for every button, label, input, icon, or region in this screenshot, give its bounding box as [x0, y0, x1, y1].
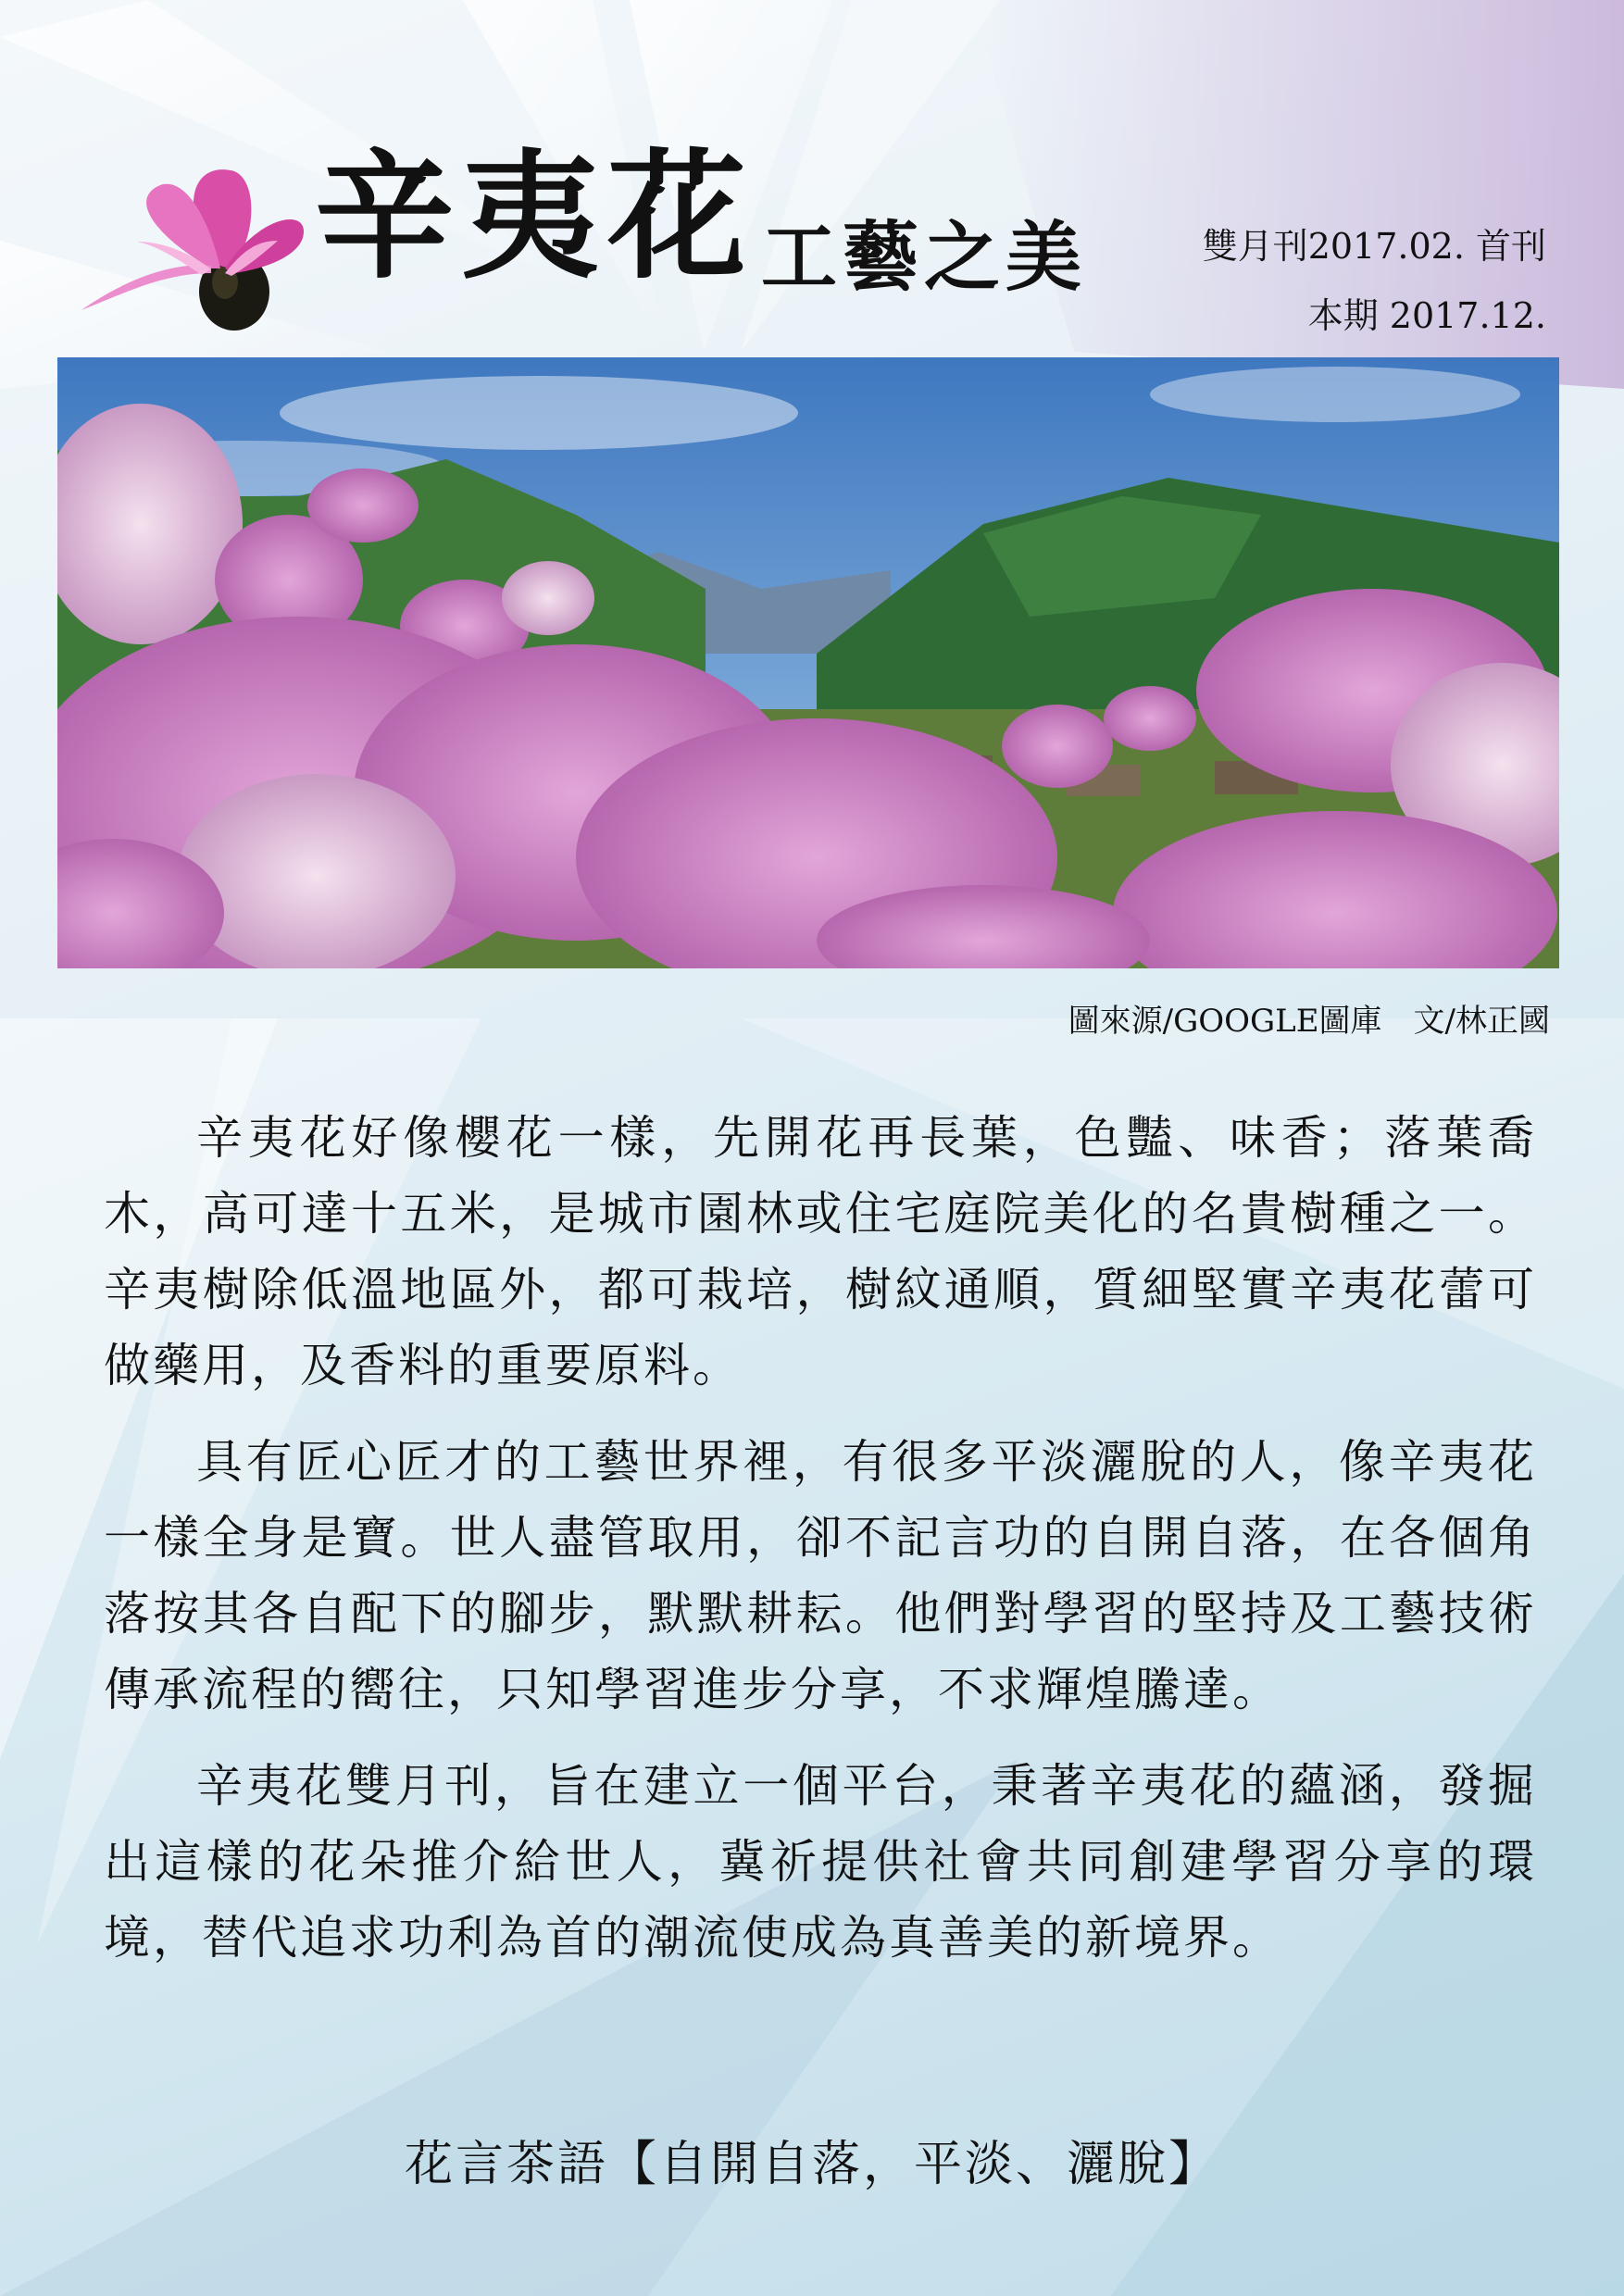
- magnolia-valley-photo: [57, 357, 1559, 968]
- article-paragraph: 辛夷花雙月刊，旨在建立一個平台，秉著辛夷花的蘊涵，發掘出這樣的花朵推介給世人，冀祈提供社會共同創建學習分享的環境，替代追求功利為首的潮流使成為真善美的新境界。: [104, 1759, 1537, 1965]
- issue-current: 本期 2017.12.: [1307, 295, 1546, 336]
- article-paragraph: 具有匠心匠才的工藝世界裡，有很多平淡灑脫的人，像辛夷花一樣全身是寶。世人盡管取用，卻不記言功的自開自落，在各個角落按其各自配下的腳步，默默耕耘。他們對學習的堅持及工藝技術傳承流程的嚮往，只知學習進步分享，不求輝煌騰達。: [104, 1435, 1537, 1716]
- image-credit: 圖來源/GOOGLE圖庫 文/林正國: [1068, 1003, 1550, 1040]
- issue-first: 雙月刊2017.02. 首刊: [1202, 226, 1546, 267]
- article-body: [104, 1100, 1537, 1996]
- article-paragraph: 辛夷花好像櫻花一樣，先開花再長葉，色豔、味香；落葉喬木，高可達十五米，是城市園林或住宅庭院美化的名貴樹種之一。辛夷樹除低溫地區外，都可栽培，樹紋通順，質細堅實辛夷花蕾可做藥用，及香料的重要原料。: [104, 1111, 1537, 1392]
- magnolia-flower-icon: [72, 153, 313, 338]
- masthead-title: 辛夷花: [315, 137, 755, 298]
- closing-motto: 花言茶語【自開自落，平淡、灑脫】: [404, 2137, 1219, 2192]
- masthead-subtitle: 工藝之美: [761, 214, 1088, 302]
